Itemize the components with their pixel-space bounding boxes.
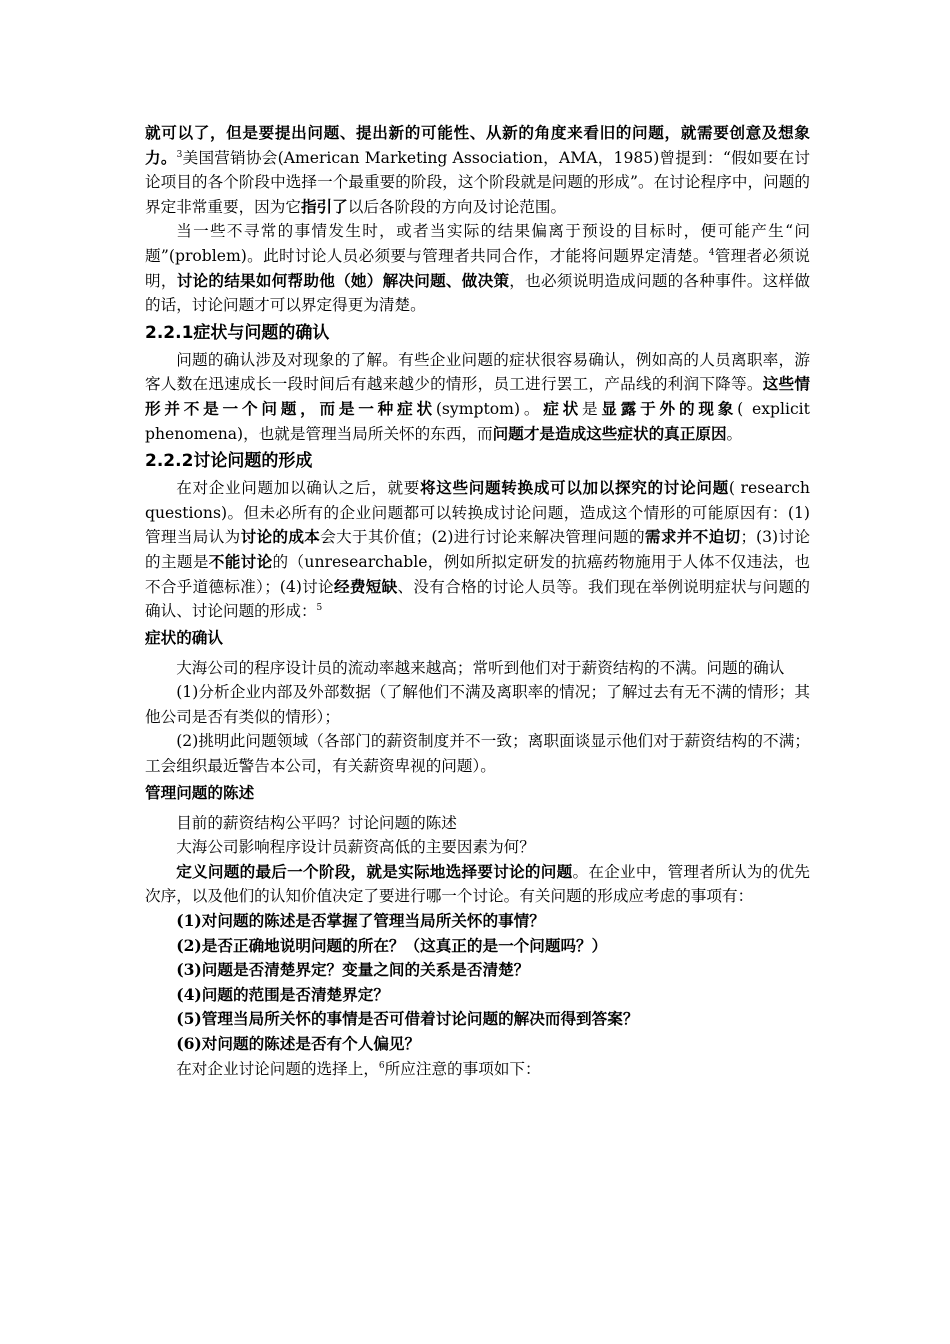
- text: 美国营销协会(American Marketing Association，AMA，1985)曾提到：“假如要在讨论项目的各个阶段中选择一个最重要的阶段，这个阶段就是问题的形成”。在讨论程序中，问题的界定非常重要，因为它: [145, 148, 810, 216]
- text: ，也必须说明造成问题的各种事件。这样做的话，讨论问题才可以界定得更为清楚。: [145, 271, 810, 315]
- text: 。在企业中，管理者所认为的优先次序，以及他们的认知价值决定了要进行哪一个讨论。有关问题的形成应考虑的事项有：: [145, 862, 810, 906]
- bold-text: 症状: [543, 398, 582, 418]
- text: (symptom)。: [435, 399, 544, 418]
- text: 会大于其价值；(2)进行讨论来解决管理问题的: [320, 528, 645, 547]
- list-item: (3)问题是否清楚界定？变量之间的关系是否清楚？: [176, 960, 530, 980]
- paragraph-salary-question: 目前的薪资结构公平吗？讨论问题的陈述: [176, 813, 457, 832]
- list-item: (6)对问题的陈述是否有个人偏见？: [176, 1034, 421, 1053]
- paragraph-symptoms: [145, 348, 810, 446]
- subheading-symptom-confirmation: 症状的确认: [145, 628, 223, 647]
- bold-text: 需求并不迫切: [644, 527, 741, 547]
- text: 在对企业讨论问题的选择上，: [176, 1059, 379, 1078]
- list-item: (1)对问题的陈述是否掌握了管理当局所关怀的事情？: [176, 911, 545, 931]
- paragraph-step-2: (2)挑明此问题领域（各部门的薪资制度并不一致；离职面谈显示他们对于薪资结构的不满；工会组织最近警告本公司，有关薪资卑视的问题）。: [145, 732, 810, 776]
- paragraph-step-1: (1)分析企业内部及外部数据（了解他们不满及离职率的情况；了解过去有无不满的情形；其他公司是否有类似的情形）；: [145, 683, 810, 726]
- bold-text: 讨论的成本: [240, 527, 321, 547]
- subheading-problem-statement: 管理问题的陈述: [145, 783, 255, 802]
- bold-text: 不能讨论: [208, 551, 273, 571]
- bold-text: 这些情形并不是一个问题，而是一种症状: [145, 374, 810, 418]
- list-item: (4)问题的范围是否清楚界定？: [176, 984, 389, 1004]
- text: 问题的确认涉及对现象的了解。有些企业问题的症状很容易确认，例如高的人员离职率，游客人数在迅速成长一段时间后有越来越少的情形，员工进行罢工，产品线的利润下降等。: [145, 350, 810, 394]
- bold-text: 显露于外的现象: [601, 398, 738, 418]
- question-list: [145, 909, 810, 1057]
- list-item: (2)是否正确地说明问题的所在？（这真正的是一个问题吗？）: [176, 935, 608, 955]
- footnote-ref: 6: [378, 1060, 385, 1071]
- paragraph-final-stage: [145, 860, 810, 909]
- text: 当一些不寻常的事情发生时，或者当实际的结果偏离于预设的目标时，便可能产生“问题”(problem)。此时讨论人员必须要与管理者共同合作，才能将问题界定清楚。: [145, 222, 810, 265]
- bold-text: 问题才是造成这些症状的真正原因: [492, 423, 727, 443]
- text: 以后各阶段的方向及讨论范围。: [347, 197, 567, 216]
- footnote-ref: 5: [316, 602, 323, 613]
- section-heading-2-2-2: 2.2.2讨论问题的形成: [145, 451, 313, 472]
- footnote-ref: 3: [176, 149, 183, 160]
- bold-text: 定义问题的最后一个阶段，就是实际地选择要讨论的问题: [176, 861, 573, 881]
- section-heading-2-2-1: 2.2.1症状与问题的确认: [145, 322, 330, 343]
- text: ( research questions)。但未必所有的企业问题都可以转换成讨论问题，造成这个情形的可能原因有：(1)管理当局认为: [145, 479, 810, 547]
- text: 管理者必须说明，: [145, 246, 810, 290]
- bold-text: 讨论的结果如何帮助他（她）解决问题、做决策: [176, 270, 510, 290]
- document-body: [145, 121, 810, 1081]
- paragraph-intro: [145, 121, 810, 219]
- text: 是: [582, 399, 602, 418]
- paragraph-salary-factors: 大海公司影响程序设计员薪资高低的主要因素为何？: [176, 838, 535, 857]
- bold-text: 指引了: [300, 196, 348, 216]
- paragraph-problem-definition: [145, 219, 810, 317]
- text: 。: [726, 424, 743, 443]
- paragraph-selection-notes: [145, 1057, 810, 1082]
- paragraph-example-company: 大海公司的程序设计员的流动率越来越高；常听到他们对于薪资结构的不满。问题的确认: [176, 658, 785, 677]
- text: 在对企业问题加以确认之后，就要: [176, 479, 420, 498]
- bold-text: 经费短缺: [333, 576, 398, 596]
- bold-text: 就可以了，但是要提出问题、提出新的可能性、从新的角度来看旧的问题，就需要创意及想象力。: [145, 123, 810, 167]
- text: ( explicit phenomena)，也就是管理当局所关怀的东西，而: [145, 399, 810, 443]
- text: 所应注意的事项如下：: [384, 1059, 541, 1078]
- bold-text: 将这些问题转换成可以加以探究的讨论问题: [420, 478, 729, 498]
- footnote-ref: 4: [708, 247, 715, 258]
- text: ；(3)讨论的主题是: [145, 528, 810, 571]
- paragraph-research-questions: [145, 476, 810, 624]
- list-item: (5)管理当局所关怀的事情是否可借着讨论问题的解决而得到答案？: [176, 1009, 639, 1029]
- text: 的（unresearchable，例如所拟定研发的抗癌药物施用于人体不仅违法，也不合乎道德标准）；(4)讨论: [145, 552, 810, 596]
- text: 、没有合格的讨论人员等。我们现在举例说明症状与问题的确认、讨论问题的形成：: [145, 577, 810, 621]
